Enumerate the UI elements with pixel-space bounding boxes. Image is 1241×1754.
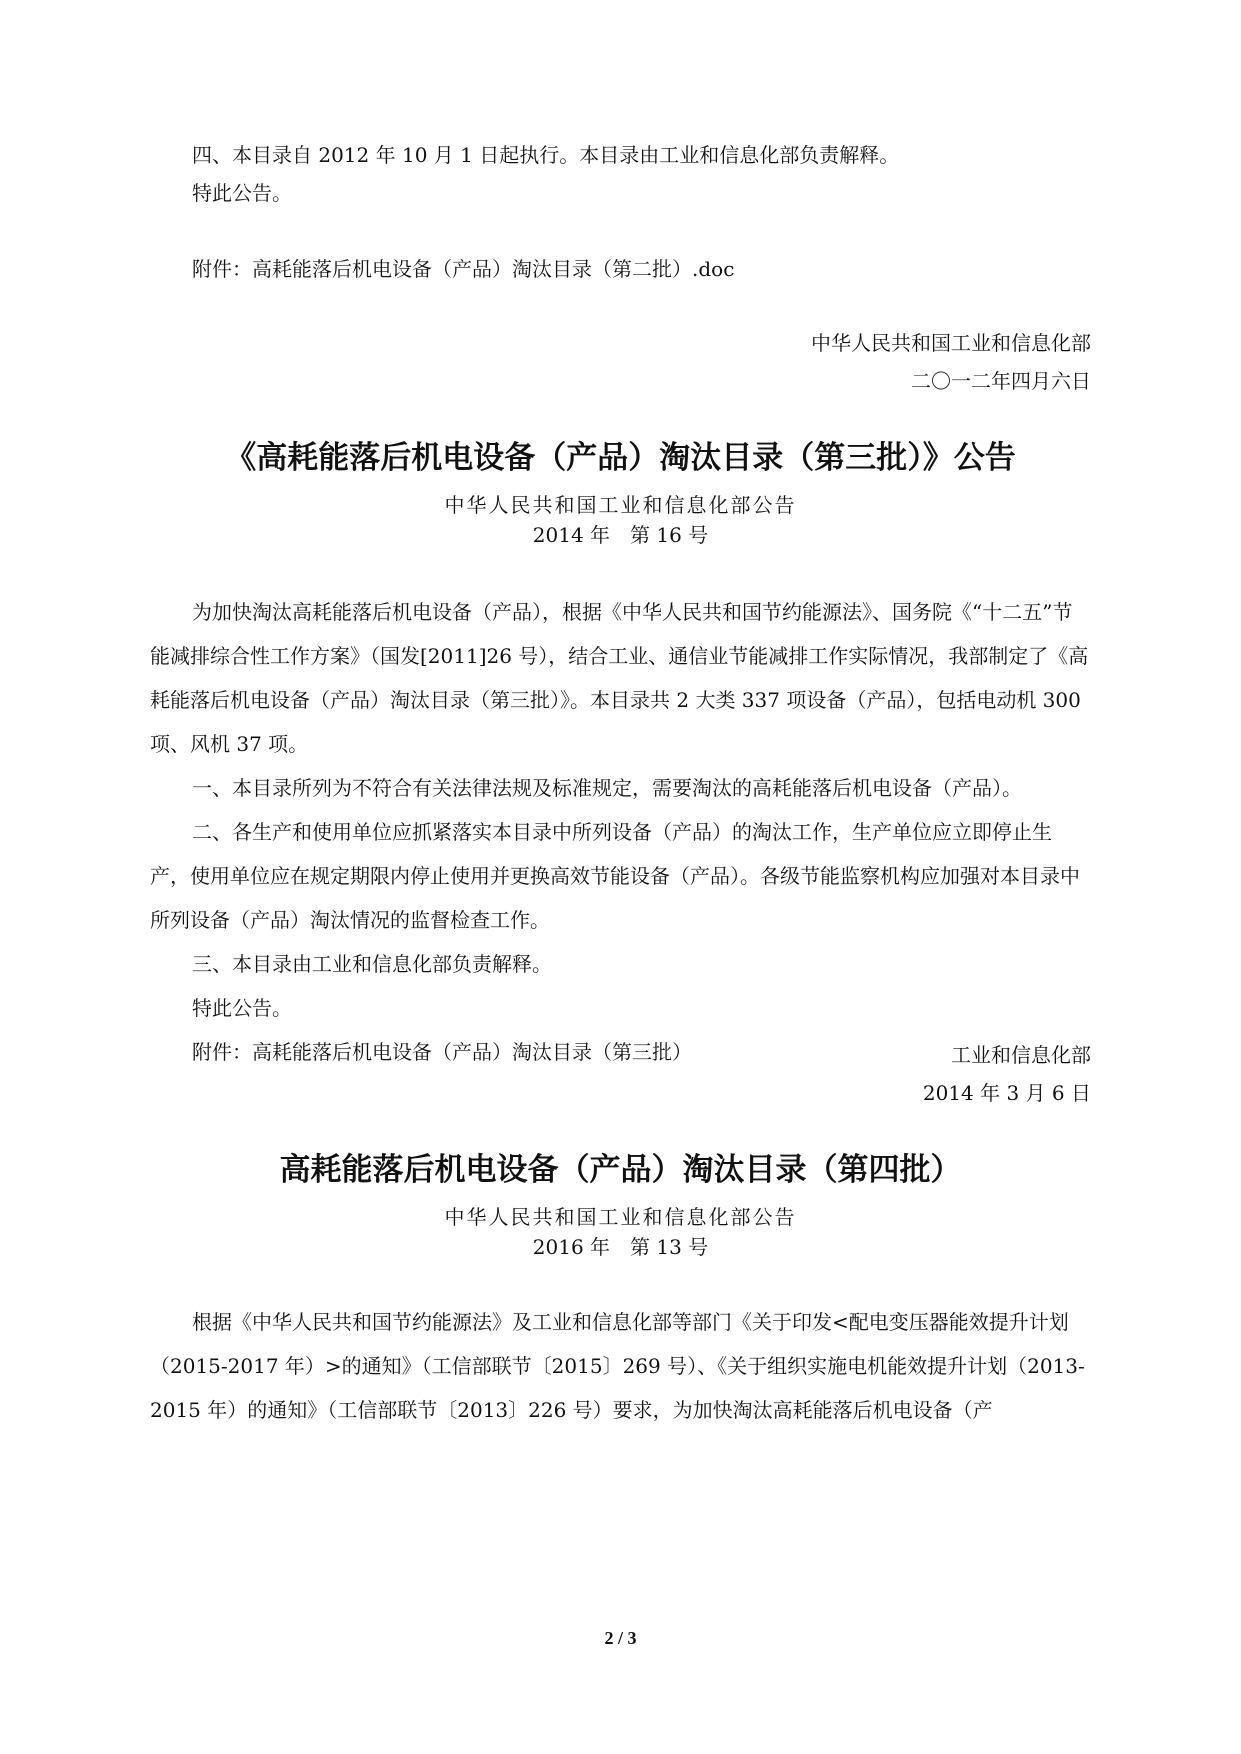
section2-item-2: 二、各生产和使用单位应抓紧落实本目录中所列设备（产品）的淘汰工作，生产单位应立即停止生产，使用单位应在规定期限内停止使用并更换高效节能设备（产品）。各级节能监察机构应加强对本目录中所列设备（产品）淘汰情况的监督检查工作。: [150, 820, 1080, 932]
section1-item-4: 四、本目录自 2012 年 10 月 1 日起执行。本目录由工业和信息化部负责解释。: [192, 143, 900, 167]
section3-number: 2016 年 第 13 号: [532, 1235, 709, 1259]
section2-notice: 特此公告。: [192, 996, 292, 1020]
section2-issuer: 中华人民共和国工业和信息化部公告: [444, 493, 797, 517]
section2-signer: 工业和信息化部: [951, 1043, 1091, 1067]
section1-attachment: 附件：高耗能落后机电设备（产品）淘汰目录（第二批）.doc: [192, 257, 735, 281]
section2-attachment: 附件：高耗能落后机电设备（产品）淘汰目录（第三批）: [192, 1040, 692, 1064]
section2-item-3: 三、本目录由工业和信息化部负责解释。: [192, 952, 552, 976]
section3-body: [150, 1300, 1091, 1432]
section3-intro: 根据《中华人民共和国节约能源法》及工业和信息化部等部门《关于印发<配电变压器能效提升计划（2015-2017 年）>的通知》（工信部联节〔2015〕269 号）、《关于组织实施电机能效提升计划（2013-2015 年）的通知》（工信部联节〔2013〕226 号）要求，为加快淘汰高耗能落后机电设备（产: [150, 1310, 1085, 1422]
section3-issuer: 中华人民共和国工业和信息化部公告: [444, 1205, 797, 1229]
section2-body: [150, 590, 1091, 1074]
section2-item-1: 一、本目录所列为不符合有关法律法规及标准规定，需要淘汰的高耗能落后机电设备（产品）。: [192, 776, 1022, 800]
section2-date: 2014 年 3 月 6 日: [922, 1081, 1091, 1105]
section3-title: 高耗能落后机电设备（产品）淘汰目录（第四批）: [279, 1152, 962, 1188]
page-number: 2 / 3: [604, 1628, 637, 1648]
section2-intro: 为加快淘汰高耗能落后机电设备（产品），根据《中华人民共和国节约能源法》、国务院《“十二五”节能减排综合性工作方案》（国发[2011]26 号），结合工业、通信业节能减排工作实际情况，我部制定了《高耗能落后机电设备（产品）淘汰目录（第三批）》。本目录共 2 大类 337 项设备（产品），包括电动机 300 项、风机 37 项。: [150, 600, 1089, 756]
section2-title: 《高耗能落后机电设备（产品）淘汰目录（第三批）》公告: [225, 440, 1016, 476]
section1-signer: 中华人民共和国工业和信息化部: [811, 331, 1091, 355]
section1-date: 二〇一二年四月六日: [911, 369, 1091, 393]
section2-number: 2014 年 第 16 号: [532, 523, 709, 547]
section1-notice: 特此公告。: [192, 181, 292, 205]
